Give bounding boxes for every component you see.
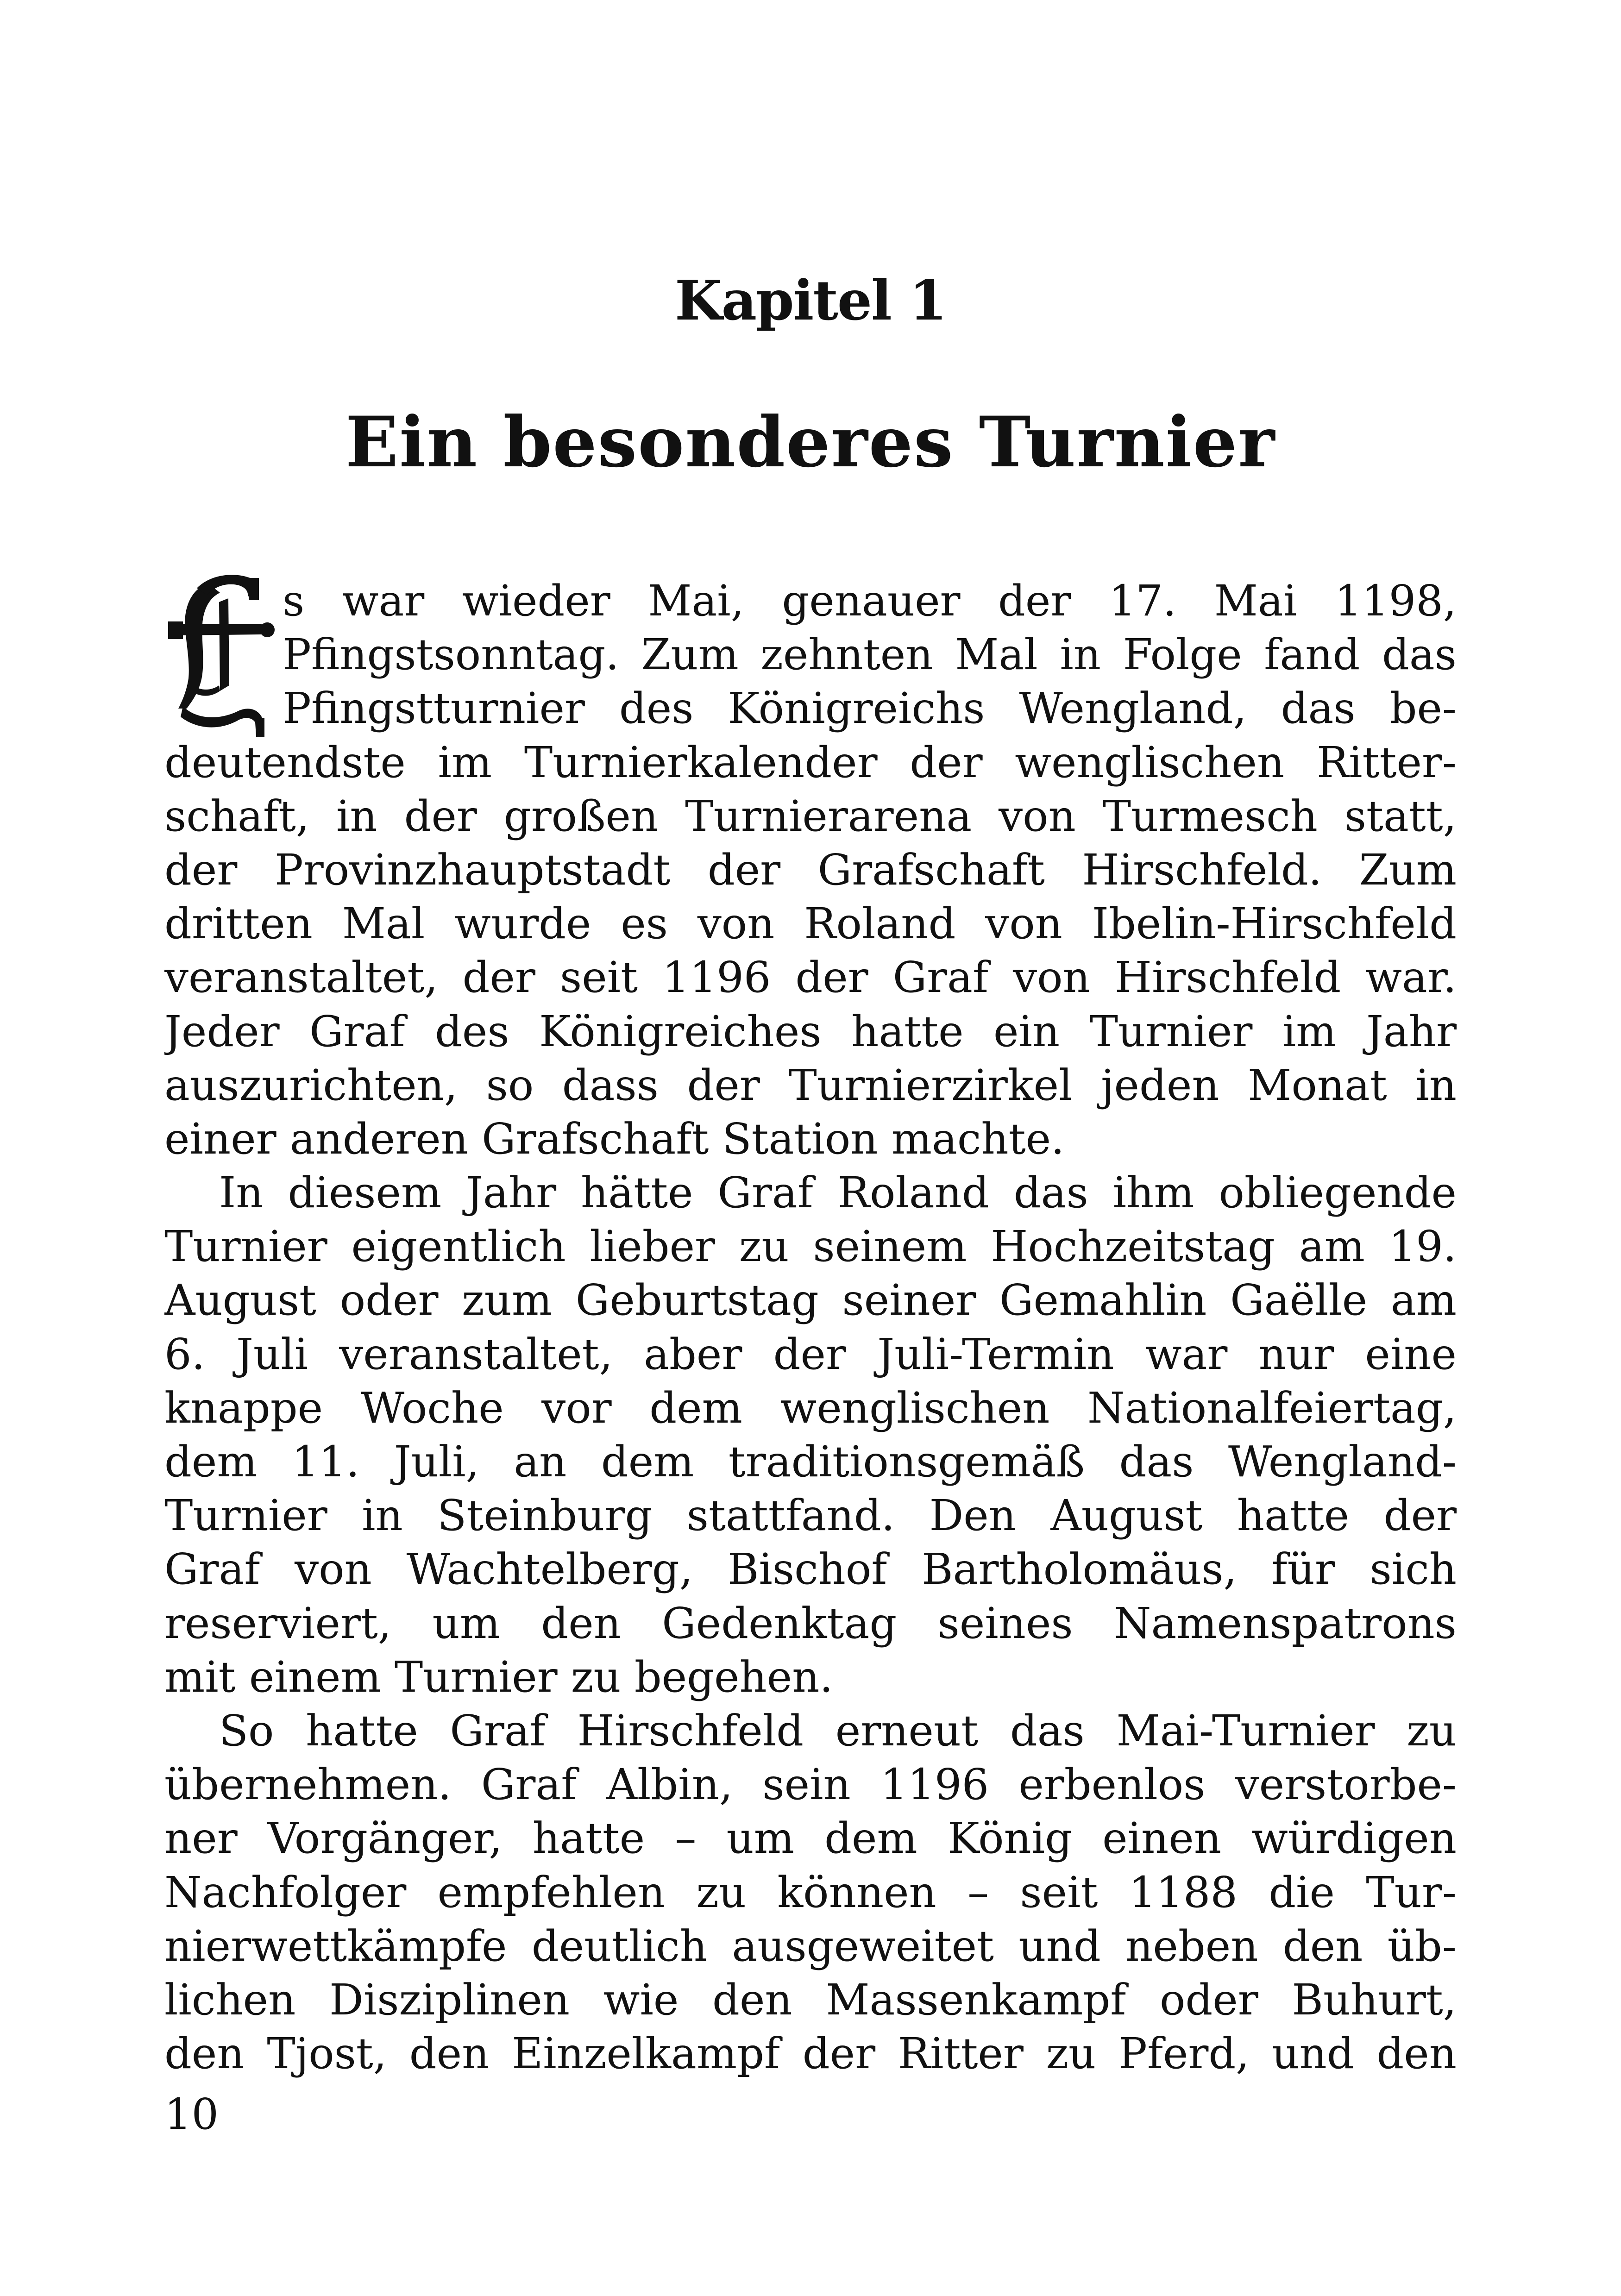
- text-line: So hatte Graf Hirschfeld erneut das Mai-Turnier zu: [219, 1706, 1457, 1756]
- paragraph-3: [164, 1704, 1457, 2081]
- text-line: Jeder Graf des Königreiches hatte ein Turnier im Jahr: [164, 1006, 1457, 1056]
- text-line: Graf von Wachtelberg, Bischof Bartholomäus, für sich: [164, 1544, 1457, 1594]
- page-number: 10: [164, 2089, 219, 2139]
- text-line: der Provinzhauptstadt der Grafschaft Hirschfeld. Zum: [164, 845, 1457, 895]
- text-line: dritten Mal wurde es von Roland von Ibelin-Hirschfeld: [164, 899, 1457, 949]
- text-line: 6. Juli veranstaltet, aber der Juli-Termin war nur eine: [164, 1329, 1457, 1379]
- chapter-label: Kapitel 1: [675, 268, 946, 332]
- text-line: Turnier in Steinburg stattfand. Den August hatte der: [164, 1491, 1457, 1541]
- text-line: den Tjost, den Einzelkampf der Ritter zu Pferd, und den: [164, 2029, 1457, 2079]
- paragraph-2: [164, 1166, 1457, 1704]
- text-line: mit einem Turnier zu begehen.: [164, 1652, 833, 1702]
- text-line: Pfingstsonntag. Zum zehnten Mal in Folge fand das: [283, 630, 1457, 680]
- text-line: August oder zum Geburtstag seiner Gemahlin Gaëlle am: [164, 1275, 1457, 1325]
- text-line: schaft, in der großen Turnierarena von Turmesch statt,: [164, 791, 1457, 841]
- text-line: deutendste im Turnierkalender der wenglischen Ritter-: [164, 737, 1457, 787]
- text-line: s war wieder Mai, genauer der 17. Mai 1198,: [283, 576, 1457, 626]
- chapter-title: Ein besonderes Turnier: [345, 401, 1276, 483]
- text-line: dem 11. Juli, an dem traditionsgemäß das Wengland-: [164, 1437, 1457, 1487]
- text-line: einer anderen Grafschaft Station machte.: [164, 1114, 1065, 1164]
- text-line: Turnier eigentlich lieber zu seinem Hochzeitstag am 19.: [164, 1222, 1457, 1272]
- text-line: veranstaltet, der seit 1196 der Graf von Hirschfeld war.: [164, 953, 1457, 1003]
- text-line: In diesem Jahr hätte Graf Roland das ihm obliegende: [219, 1168, 1457, 1218]
- text-line: ner Vorgänger, hatte – um dem König einen würdigen: [164, 1813, 1457, 1863]
- text-line: nierwettkämpfe deutlich ausgeweitet und neben den üb-: [164, 1921, 1457, 1971]
- text-line: Nachfolger empfehlen zu können – seit 1188 die Tur-: [164, 1867, 1457, 1917]
- text-line: lichen Disziplinen wie den Massenkampf oder Buhurt,: [164, 1975, 1457, 2025]
- paragraph-1: [164, 574, 1457, 1166]
- text-line: auszurichten, so dass der Turnierzirkel jeden Monat in: [164, 1060, 1457, 1110]
- text-line: übernehmen. Graf Albin, sein 1196 erbenlos verstorbe-: [164, 1760, 1457, 1810]
- body-text: [164, 574, 1457, 2081]
- text-line: reserviert, um den Gedenktag seines Namenspatrons: [164, 1598, 1457, 1648]
- text-line: Pfingstturnier des Königreichs Wengland, das be-: [283, 684, 1457, 734]
- text-line: knappe Woche vor dem wenglischen Nationalfeiertag,: [164, 1383, 1457, 1433]
